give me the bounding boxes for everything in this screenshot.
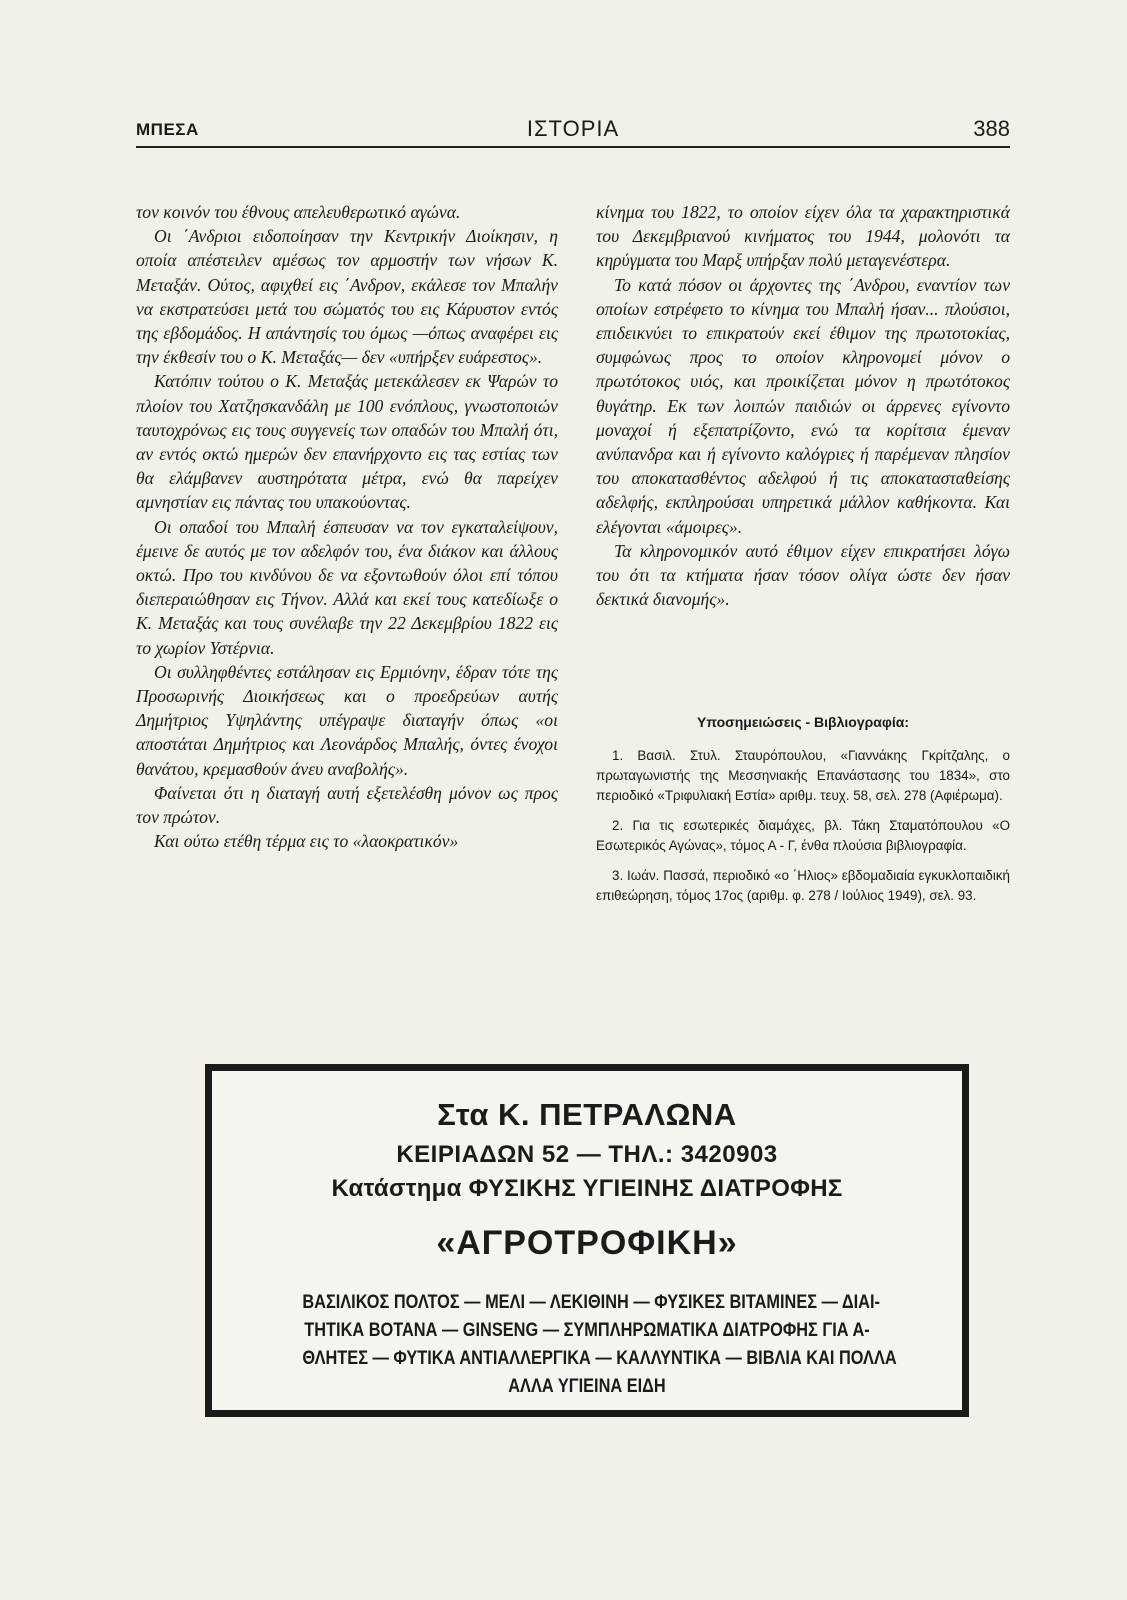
paragraph: Και ούτω ετέθη τέρμα εις το «λαοκρατικόν»	[154, 831, 459, 852]
running-head-author: ΜΠΕΣΑ	[136, 120, 199, 139]
footnote-item: 2. Για τις εσωτερικές διαμάχες, βλ. Τάκη Σταματόπουλου «Ο Εσωτερικός Αγώνας», τόμος Α - Γ, ένθα πλούσια βιβλιογραφία.	[596, 818, 1010, 853]
paragraph: Κατόπιν τούτου ο Κ. Μεταξάς μετεκάλεσεν εκ Ψαρών το πλοίον του Χατζησκανδάλη με 100 ενόπλους, γνωστοποιών ταυτοχρόνως εις τους συγγενείς των οπαδών του Μπαλή ότι, αν εντός οκτώ ημερών δεν επανήρχοντο εις τας εστίας των θα ελάμβανεν αυστηρότατα μέτρα, ενώ θα παρείχεν αμνηστίαν εις πάντας του υπακούοντας.	[136, 371, 558, 513]
ad-address-phone: ΚΕΙΡΙΑΔΩΝ 52 — ΤΗΛ.: 3420903	[396, 1141, 778, 1168]
running-head-section: ΙΣΤΟΡΙΑ	[526, 116, 620, 141]
page-header	[136, 116, 1010, 148]
ad-products-line: ΒΑΣΙΛΙΚΟΣ ΠΟΛΤΟΣ — ΜΕΛΙ — ΛΕΚΙΘΙΝΗ — ΦΥΣΙΚΕΣ ΒΙΤΑΜΙΝΕΣ — ΔΙΑΙ-	[302, 1292, 880, 1313]
footnote-item: 3. Ιωάν. Πασσά, περιοδικό «ο ΄Ηλιος» εβδομαδιαία εγκυκλοπαιδική επιθεώρηση, τόμος 17ος (αριθμ. φ. 278 / Ιούλιος 1949), σελ. 93.	[596, 868, 1010, 903]
ad-location: Στα Κ. ΠΕΤΡΑΛΩΝΑ	[437, 1097, 737, 1132]
right-text-column	[596, 200, 1010, 611]
ad-products-line: ΑΛΛΑ ΥΓΙΕΙΝΑ ΕΙΔΗ	[508, 1376, 666, 1397]
paragraph: Οι οπαδοί του Μπαλή έσπευσαν να τον εγκαταλείψουν, έμεινε δε αυτός με τον αδελφόν του, ένα διάκον και άλλους οκτώ. Προ του κινδύνου δε να εξοντωθούν όλοι επί τόπου διεπεραιώθησαν εις Τήνον. Αλλά και εκεί τους κατεδίωξε ο Κ. Μεταξάς και τους συνέλαβε την 22 Δεκεμβρίου 1822 εις το χωρίον Υστέρνια.	[136, 516, 558, 658]
left-text-column	[136, 200, 558, 853]
paragraph: Φαίνεται ότι η διαταγή αυτή εξετελέσθη μόνον ως προς τον πρώτον.	[136, 782, 558, 828]
ad-store-type: Κατάστημα ΦΥΣΙΚΗΣ ΥΓΙΕΙΝΗΣ ΔΙΑΤΡΟΦΗΣ	[331, 1175, 843, 1202]
ad-products	[302, 1289, 897, 1401]
paragraph: Το κατά πόσον οι άρχοντες της ΄Ανδρου, εναντίον των οποίων εστρέφετο το κίνημα του Μπαλή ήσαν... πλούσιοι, επιδεικνύει το επικρατούν εκεί έθιμον της πρωτοτοκίας, συμφώνως προς το οποίον κληρονομεί μόνον ο πρωτότοκος υιός, και προικίζεται μόνον η πρωτότοκος θυγάτηρ. Εκ των λοιπών παιδιών οι άρρενες εγίνοντο μοναχοί ή εξεπατρίζοντο, ενώ τα κορίτσια έμεναν ανύπανδρα και ή εγίνοντο καλόγριες ή παρέμεναν πλησίον του αποκατασθέντος αδελφού ή τις αποκατασταθείσης αδελφής, εκπληρούσαι υπηρετικά μάλλον καθήκοντα. Και ελέγονται «άμοιρες».	[596, 274, 1010, 537]
ad-products-line: ΘΛΗΤΕΣ — ΦΥΤΙΚΑ ΑΝΤΙΑΛΛΕΡΓΙΚΑ — ΚΑΛΛΥΝΤΙΚΑ — ΒΙΒΛΙΑ ΚΑΙ ΠΟΛΛΑ	[302, 1348, 897, 1369]
ad-products-line: ΤΗΤΙΚΑ ΒΟΤΑΝΑ — GINSENG — ΣΥΜΠΛΗΡΩΜΑΤΙΚΑ ΔΙΑΤΡΟΦΗΣ ΓΙΑ Α-	[304, 1320, 870, 1341]
paragraph: Οι ΄Ανδριοι ειδοποίησαν την Κεντρικήν Διοίκησιν, η οποία απέστειλεν αμέσως τον αρμοστήν των νήσων Κ. Μεταξάν. Ούτος, αφιχθεί εις ΄Ανδρον, εκάλεσε τον Μπαλήν να εκστρατεύσει μετά του σώματός του εις Κάρυστον εντός της εβδομάδος. Η απάντησίς του όμως —όπως αναφέρει εις την έκθεσίν του ο Κ. Μεταξάς— δεν «υπήρξεν ευάρεστος».	[136, 226, 558, 368]
paragraph: Τα κληρονομικόν αυτό έθιμον είχεν επικρατήσει λόγω του ότι τα κτήματα ήσαν τόσον ολίγα ώστε δεν ήσαν δεκτικά διανομής».	[596, 540, 1010, 610]
footnotes-title: Υποσημειώσεις - Βιβλιογραφία:	[696, 714, 910, 730]
ad-store-name: «ΑΓΡΟΤΡΟΦΙΚΗ»	[436, 1224, 738, 1262]
paragraph: κίνημα του 1822, το οποίον είχεν όλα τα χαρακτηριστικά του Δεκεμβριανού κινήματος του 1944, μολονότι τα κηρύγματα του Μαρξ υπήρξαν πολύ μεταγενέστερα.	[596, 202, 1010, 271]
footnotes-bibliography	[596, 712, 1010, 916]
paragraph: τον κοινόν του έθνους απελευθερωτικό αγώνα.	[136, 202, 461, 222]
footnote-item: 1. Βασιλ. Στυλ. Σταυρόπουλου, «Γιαννάκης Γκρίτζαλης, ο πρωταγωνιστής της Μεσσηνιακής Επανάστασης του 1834», στο περιοδικό «Τριφυλιακή Εστία» αριθμ. τευχ. 58, σελ. 278 (Αφιέρωμα).	[596, 748, 1010, 803]
paragraph: Οι συλληφθέντες εστάλησαν εις Ερμιόνην, έδραν τότε της Προσωρινής Διοικήσεως και ο προεδρεύων αυτής Δημήτριος Υψηλάντης υπέγραψε διαταγήν όπως «οι αποστάται Δημήτριος και Λεονάρδος Μπαλής, όντες ένοχοι θανάτου, κρεμασθούν άνευ αναβολής».	[136, 661, 558, 779]
advertisement-box	[205, 1064, 969, 1417]
page-number: 388	[973, 116, 1010, 141]
